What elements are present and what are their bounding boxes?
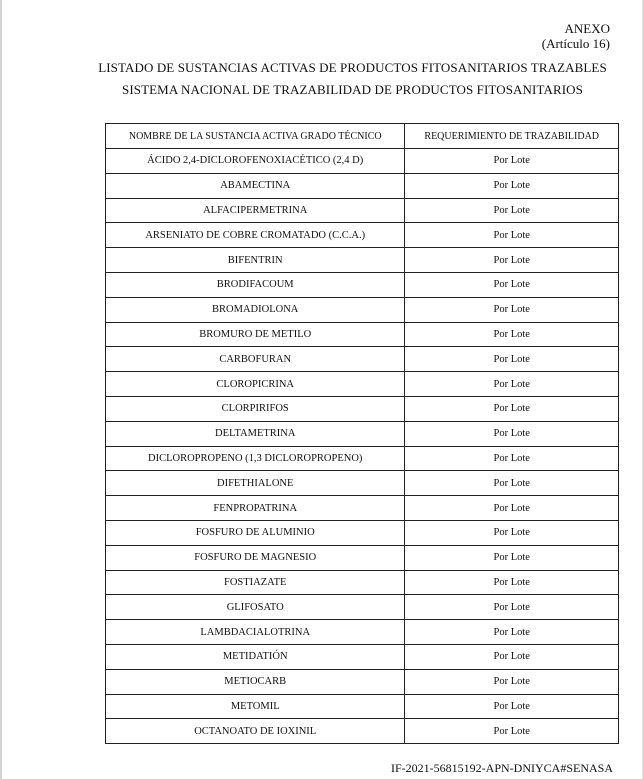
annex-heading: [542, 21, 610, 51]
traceability-requirement: Por Lote: [405, 198, 619, 223]
traceability-requirement: Por Lote: [405, 272, 619, 297]
column-header-substance: NOMBRE DE LA SUSTANCIA ACTIVA GRADO TÉCNICO: [106, 124, 405, 149]
substance-name: LAMBDACIALOTRINA: [106, 620, 405, 645]
table-row: [106, 471, 619, 496]
substance-name: METIDATIÓN: [106, 644, 405, 669]
table-row: [106, 570, 619, 595]
table-row: [106, 297, 619, 322]
traceability-requirement: Por Lote: [405, 644, 619, 669]
substance-name: METIOCARB: [106, 669, 405, 694]
substance-name: ALFACIPERMETRINA: [106, 198, 405, 223]
traceability-requirement: Por Lote: [405, 173, 619, 198]
table-row: [106, 520, 619, 545]
table-row: [106, 694, 619, 719]
table-row: [106, 669, 619, 694]
substance-name: FOSTIAZATE: [106, 570, 405, 595]
table-row: [106, 545, 619, 570]
table-row: [106, 620, 619, 645]
traceability-requirement: Por Lote: [405, 149, 619, 174]
table-row: [106, 149, 619, 174]
traceability-requirement: Por Lote: [405, 347, 619, 372]
document-id: IF-2021-56815192-APN-DNIYCA#SENASA: [391, 761, 613, 775]
traceability-requirement: Por Lote: [405, 471, 619, 496]
substance-name: OCTANOATO DE IOXINIL: [106, 719, 405, 744]
table-row: [106, 198, 619, 223]
substance-name: BROMADIOLONA: [106, 297, 405, 322]
traceability-requirement: Por Lote: [405, 372, 619, 397]
substance-name: CARBOFURAN: [106, 347, 405, 372]
traceability-requirement: Por Lote: [405, 694, 619, 719]
substance-name: ABAMECTINA: [106, 173, 405, 198]
substance-name: FOSFURO DE ALUMINIO: [106, 520, 405, 545]
annex-label: ANEXO: [564, 21, 610, 36]
substance-name: DIFETHIALONE: [106, 471, 405, 496]
substance-name: ARSENIATO DE COBRE CROMATADO (C.C.A.): [106, 223, 405, 248]
document-title: LISTADO DE SUSTANCIAS ACTIVAS DE PRODUCTOS FITOSANITARIOS TRAZABLES: [98, 60, 607, 75]
table-row: [106, 173, 619, 198]
traceability-requirement: Por Lote: [405, 570, 619, 595]
traceability-requirement: Por Lote: [405, 520, 619, 545]
substance-name: METOMIL: [106, 694, 405, 719]
traceability-requirement: Por Lote: [405, 223, 619, 248]
table-row: [106, 223, 619, 248]
substance-name: FENPROPATRINA: [106, 496, 405, 521]
table-row: [106, 248, 619, 273]
substance-name: FOSFURO DE MAGNESIO: [106, 545, 405, 570]
traceability-requirement: Por Lote: [405, 719, 619, 744]
substance-name: BROMURO DE METILO: [106, 322, 405, 347]
table-row: [106, 595, 619, 620]
substance-name: ÁCIDO 2,4-DICLOROFENOXIACÉTICO (2,4 D): [106, 149, 405, 174]
traceability-requirement: Por Lote: [405, 297, 619, 322]
column-header-requirement: REQUERIMIENTO DE TRAZABILIDAD: [405, 124, 619, 149]
traceability-requirement: Por Lote: [405, 595, 619, 620]
table-row: [106, 272, 619, 297]
traceability-requirement: Por Lote: [405, 669, 619, 694]
table-row: [106, 421, 619, 446]
traceability-requirement: Por Lote: [405, 421, 619, 446]
substance-name: CLORPIRIFOS: [106, 396, 405, 421]
substance-name: DELTAMETRINA: [106, 421, 405, 446]
table-row: [106, 372, 619, 397]
substance-name: GLIFOSATO: [106, 595, 405, 620]
traceability-requirement: Por Lote: [405, 446, 619, 471]
page-left-border: [0, 0, 2, 779]
table-row: [106, 496, 619, 521]
document-subtitle: SISTEMA NACIONAL DE TRAZABILIDAD DE PRODUCTOS FITOSANITARIOS: [122, 82, 583, 97]
table-row: [106, 644, 619, 669]
traceability-requirement: Por Lote: [405, 396, 619, 421]
substance-name: CLOROPICRINA: [106, 372, 405, 397]
table-header-row: [106, 124, 619, 149]
substance-name: BIFENTRIN: [106, 248, 405, 273]
table-row: [106, 446, 619, 471]
table-row: [106, 322, 619, 347]
table-row: [106, 396, 619, 421]
traceability-requirement: Por Lote: [405, 545, 619, 570]
traceability-requirement: Por Lote: [405, 248, 619, 273]
annex-article: (Artículo 16): [541, 36, 610, 51]
substance-name: BRODIFACOUM: [106, 272, 405, 297]
table-row: [106, 719, 619, 744]
substances-table: [105, 123, 619, 744]
traceability-requirement: Por Lote: [405, 322, 619, 347]
substance-name: DICLOROPROPENO (1,3 DICLOROPROPENO): [106, 446, 405, 471]
table-row: [106, 347, 619, 372]
traceability-requirement: Por Lote: [405, 496, 619, 521]
traceability-requirement: Por Lote: [405, 620, 619, 645]
